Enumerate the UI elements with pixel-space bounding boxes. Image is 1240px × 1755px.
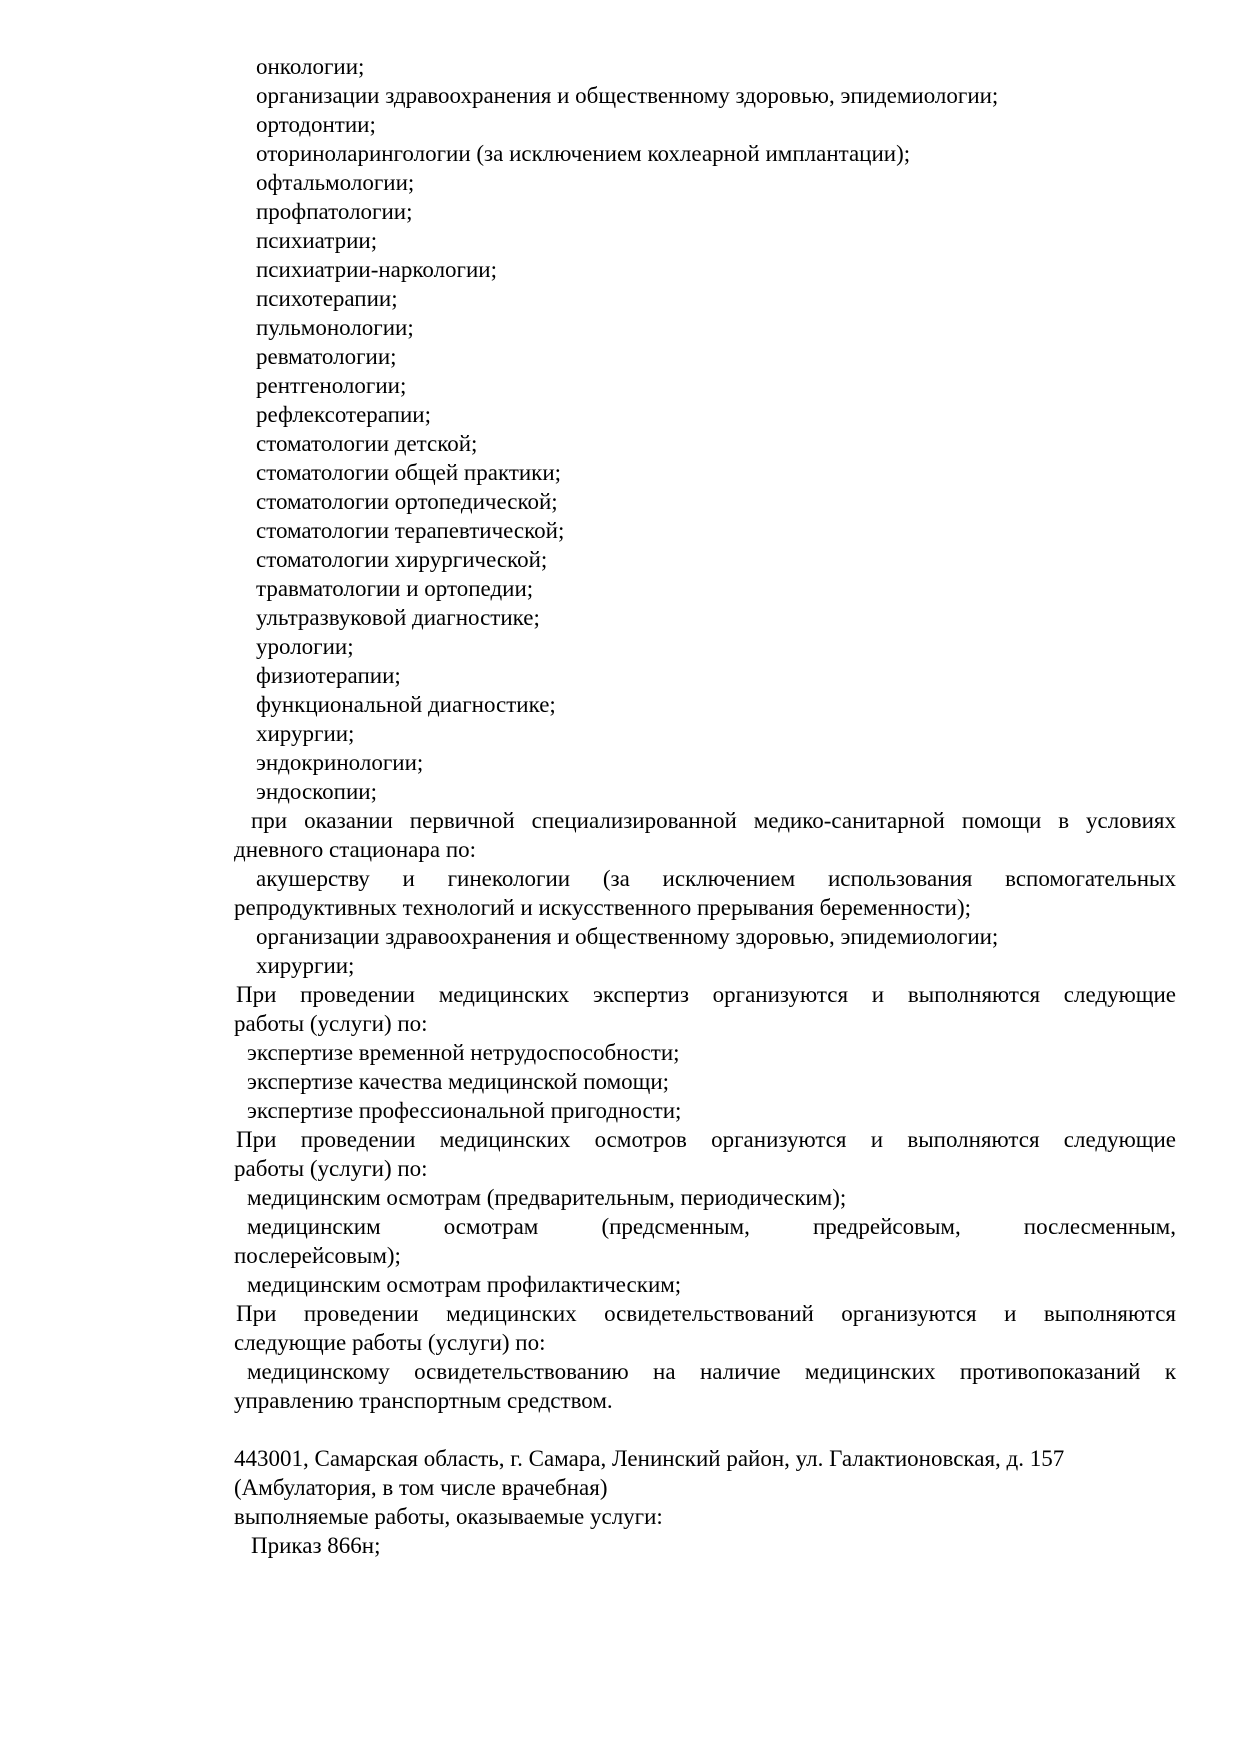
text-line: эндоскопии;: [256, 779, 377, 804]
text-line: акушерству и гинекологии (за исключением использования вспомогательных: [256, 866, 1176, 891]
text-line: экспертизе качества медицинской помощи;: [247, 1069, 670, 1094]
text-line: при оказании первичной специализированной медико-санитарной помощи в условиях: [251, 808, 1176, 833]
text-line: онкологии;: [256, 54, 365, 79]
text-line: стоматологии хирургической;: [256, 547, 548, 572]
text-line: ортодонтии;: [256, 112, 376, 137]
text-line: стоматологии ортопедической;: [256, 489, 558, 514]
text-line: пульмонологии;: [256, 315, 414, 340]
text-line: следующие работы (услуги) по:: [234, 1330, 546, 1355]
text-line: стоматологии детской;: [256, 431, 478, 456]
text-line: ревматологии;: [256, 344, 397, 369]
text-line: стоматологии общей практики;: [256, 460, 562, 485]
text-line: дневного стационара по:: [234, 837, 477, 862]
text-line: медицинским осмотрам (предварительным, периодическим);: [247, 1185, 847, 1210]
text-line: медицинским осмотрам (предсменным, предрейсовым, послесменным,: [247, 1214, 1176, 1239]
text-line: офтальмологии;: [256, 170, 415, 195]
text-line: выполняемые работы, оказываемые услуги:: [234, 1504, 663, 1529]
text-line: рефлексотерапии;: [256, 402, 431, 427]
text-line: медицинским осмотрам профилактическим;: [247, 1272, 682, 1297]
text-line: послерейсовым);: [234, 1243, 401, 1268]
text-line: работы (услуги) по:: [234, 1011, 428, 1036]
text-line: хирургии;: [256, 721, 355, 746]
text-line: психотерапии;: [256, 286, 398, 311]
text-line: медицинскому освидетельствованию на наличие медицинских противопоказаний к: [247, 1359, 1176, 1384]
text-line: профпатологии;: [256, 199, 413, 224]
text-line: [234, 1415, 1176, 1444]
text-line: работы (услуги) по:: [234, 1156, 428, 1181]
text-line: управлению транспортным средством.: [234, 1388, 613, 1413]
text-line: ультразвуковой диагностике;: [256, 605, 540, 630]
text-line: урологии;: [256, 634, 354, 659]
text-line: хирургии;: [256, 953, 355, 978]
text-line: физиотерапии;: [256, 663, 401, 688]
text-line: (Амбулатория, в том числе врачебная): [234, 1475, 608, 1500]
text-line: эндокринологии;: [256, 750, 424, 775]
text-line: психиатрии;: [256, 228, 378, 253]
text-line: При проведении медицинских экспертиз организуются и выполняются следующие: [236, 982, 1176, 1007]
text-line: рентгенологии;: [256, 373, 407, 398]
text-line: Приказ 866н;: [251, 1533, 381, 1558]
text-line: При проведении медицинских осмотров организуются и выполняются следующие: [236, 1127, 1176, 1152]
text-line: экспертизе временной нетрудоспособности;: [247, 1040, 680, 1065]
text-line: организации здравоохранения и общественному здоровью, эпидемиологии;: [256, 924, 999, 949]
text-line: экспертизе профессиональной пригодности;: [247, 1098, 682, 1123]
text-line: При проведении медицинских освидетельствований организуются и выполняются: [236, 1301, 1176, 1326]
text-line: репродуктивных технологий и искусственного прерывания беременности);: [234, 895, 972, 920]
text-line: травматологии и ортопедии;: [256, 576, 534, 601]
text-line: оториноларингологии (за исключением кохлеарной имплантации);: [256, 141, 911, 166]
text-line: 443001, Самарская область, г. Самара, Ленинский район, ул. Галактионовская, д. 157: [234, 1446, 1065, 1471]
text-line: функциональной диагностике;: [256, 692, 556, 717]
text-line: психиатрии-наркологии;: [256, 257, 497, 282]
text-line: стоматологии терапевтической;: [256, 518, 565, 543]
text-block: [234, 52, 1176, 1560]
text-line: организации здравоохранения и общественному здоровью, эпидемиологии;: [256, 83, 999, 108]
